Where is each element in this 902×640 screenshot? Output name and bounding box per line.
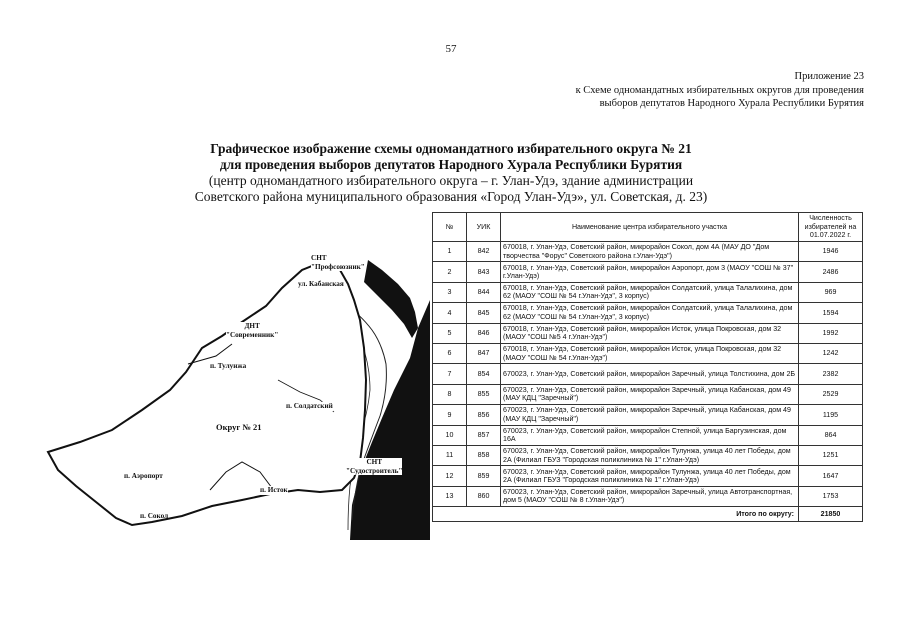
row-voters: 864	[799, 425, 863, 445]
row-num: 2	[433, 262, 467, 282]
row-num: 3	[433, 282, 467, 302]
header-name: Наименование центра избирательного участка	[501, 213, 799, 242]
row-num: 6	[433, 343, 467, 363]
row-uik: 859	[467, 466, 501, 486]
header-num: №	[433, 213, 467, 242]
table-row	[433, 262, 863, 282]
table-row	[433, 425, 863, 445]
row-num: 5	[433, 323, 467, 343]
table-total-row	[433, 507, 863, 522]
table-row	[433, 384, 863, 404]
row-num: 4	[433, 303, 467, 323]
appendix-line-2: выборов депутатов Народного Хурала Республики Бурятия	[599, 98, 864, 109]
row-voters: 969	[799, 282, 863, 302]
map-label-sokol: п. Сокол	[140, 512, 169, 520]
row-uik: 846	[467, 323, 501, 343]
row-address: 670023, г. Улан-Удэ, Советский район, микрорайон Тулунжа, улица 40 лет Победы, дом 2А (Филиал ГБУЗ "Городская поликлиника № 1" г.Улан-Удэ)	[501, 466, 799, 486]
header-uik: УИК	[467, 213, 501, 242]
table-row	[433, 445, 863, 465]
row-num: 1	[433, 242, 467, 262]
total-value: 21850	[799, 507, 863, 522]
row-uik: 854	[467, 364, 501, 384]
row-num: 12	[433, 466, 467, 486]
table-row	[433, 343, 863, 363]
row-uik: 860	[467, 486, 501, 506]
map-label-aeroport: п. Аэропорт	[124, 472, 163, 480]
row-uik: 843	[467, 262, 501, 282]
row-address: 670023, г. Улан-Удэ, Советский район, микрорайон Степной, улица Баргузинская, дом 16А	[501, 425, 799, 445]
map-label-snt-profsoyuznik: СНТ "Профсоюзник"	[311, 254, 365, 271]
total-label: Итого по округу:	[433, 507, 799, 522]
row-address: 670023, г. Улан-Удэ, Советский район, микрорайон Тулунжа, улица 40 лет Победы, дом 2А (Филиал ГБУЗ "Городская поликлиника № 1" г.Улан-Удэ)	[501, 445, 799, 465]
row-num: 8	[433, 384, 467, 404]
row-uik: 856	[467, 405, 501, 425]
appendix-title: Приложение 23	[794, 71, 864, 82]
table-row	[433, 364, 863, 384]
row-voters: 2486	[799, 262, 863, 282]
table-row	[433, 486, 863, 506]
row-address: 670023, г. Улан-Удэ, Советский район, микрорайон Заречный, улица Кабанская, дом 49 (МАУ КДЦ "Заречный")	[501, 384, 799, 404]
table-row	[433, 405, 863, 425]
district-map	[20, 240, 430, 540]
row-address: 670018, г. Улан-Удэ, Советский район, микрорайон Солдатский, улица Талалихина, дом 62 (МАОУ "СОШ № 54 г.Улан-Удэ", 3 корпус)	[501, 303, 799, 323]
row-voters: 1946	[799, 242, 863, 262]
table-row	[433, 282, 863, 302]
row-address: 670018, г. Улан-Удэ, Советский район, микрорайон Сокол, дом 4А (МАУ ДО "Дом творчества "Форус" Советского района г.Улан-Удэ")	[501, 242, 799, 262]
map-label-soldatsky: п. Солдатский	[286, 402, 333, 410]
row-voters: 1242	[799, 343, 863, 363]
map-label-kabanskaya: ул. Кабанская	[298, 280, 344, 288]
row-address: 670018, г. Улан-Удэ, Советский район, микрорайон Аэропорт, дом 3 (МАОУ "СОШ № 37" г.Улан-Удэ)	[501, 262, 799, 282]
district-boundary	[48, 262, 366, 525]
row-uik: 845	[467, 303, 501, 323]
appendix-line-1: к Схеме одномандатных избирательных округов для проведения	[575, 84, 864, 96]
row-voters: 1647	[799, 466, 863, 486]
row-address: 670023, г. Улан-Удэ, Советский район, микрорайон Заречный, улица Кабанская, дом 49 (МАУ КДЦ "Заречный")	[501, 405, 799, 425]
map-label-snt-sudostroitel: СНТ "Судостроитель"	[346, 458, 403, 475]
row-voters: 1594	[799, 303, 863, 323]
row-num: 13	[433, 486, 467, 506]
heading-line-3: (центр одномандатного избирательного округа – г. Улан-Удэ, здание администрации	[208, 173, 694, 188]
appendix-note	[576, 70, 864, 111]
polling-stations-table	[432, 212, 863, 522]
row-uik: 858	[467, 445, 501, 465]
map-label-dnt-sovremennik: ДНТ "Современник"	[226, 322, 279, 339]
row-num: 11	[433, 445, 467, 465]
heading-line-2: для проведения выборов депутатов Народного Хурала Республики Бурятия	[219, 157, 683, 172]
row-address: 670018, г. Улан-Удэ, Советский район, микрорайон Исток, улица Покровская, дом 32 (МАОУ "СОШ №5 4 г.Улан-Удэ")	[501, 323, 799, 343]
row-uik: 855	[467, 384, 501, 404]
row-voters: 1251	[799, 445, 863, 465]
row-address: 670023, г. Улан-Удэ, Советский район, микрорайон Заречный, улица Автотранспортная, дом 5 (МАОУ "СОШ № 8 г.Улан-Удэ")	[501, 486, 799, 506]
row-address: 670018, г. Улан-Удэ, Советский район, микрорайон Солдатский, улица Талалихина, дом 62 (МАОУ "СОШ № 54 г.Улан-Удэ", 3 корпус)	[501, 282, 799, 302]
heading-line-1: Графическое изображение схемы одномандатного избирательного округа № 21	[210, 141, 692, 156]
table-row	[433, 303, 863, 323]
row-address: 670023, г. Улан-Удэ, Советский район, микрорайон Заречный, улица Толстихина, дом 2Б	[501, 364, 799, 384]
row-voters: 1992	[799, 323, 863, 343]
row-voters: 2382	[799, 364, 863, 384]
header-voters: Численность избирателей на 01.07.2022 г.	[799, 213, 863, 242]
table-row	[433, 242, 863, 262]
heading-line-4: Советского района муниципального образования «Город Улан-Удэ», ул. Советская, д. 23)	[194, 189, 708, 204]
row-uik: 844	[467, 282, 501, 302]
row-num: 7	[433, 364, 467, 384]
table-row	[433, 466, 863, 486]
row-uik: 847	[467, 343, 501, 363]
table-row	[433, 323, 863, 343]
row-num: 9	[433, 405, 467, 425]
river-branch	[364, 260, 418, 338]
map-label-tulunzha: п. Тулунжа	[210, 362, 247, 370]
map-label-okrug: Округ № 21	[216, 422, 262, 432]
row-uik: 857	[467, 425, 501, 445]
row-address: 670018, г. Улан-Удэ, Советский район, микрорайон Исток, улица Покровская, дом 32 (МАОУ "СОШ № 54 г.Улан-Удэ")	[501, 343, 799, 363]
district-map-graphic	[20, 240, 430, 540]
row-voters: 1753	[799, 486, 863, 506]
row-uik: 842	[467, 242, 501, 262]
row-voters: 1195	[799, 405, 863, 425]
map-label-istok: п. Исток	[260, 486, 288, 494]
page-number: 57	[445, 43, 457, 55]
table-header-row	[433, 213, 863, 242]
row-num: 10	[433, 425, 467, 445]
document-heading	[0, 141, 902, 205]
row-voters: 2529	[799, 384, 863, 404]
